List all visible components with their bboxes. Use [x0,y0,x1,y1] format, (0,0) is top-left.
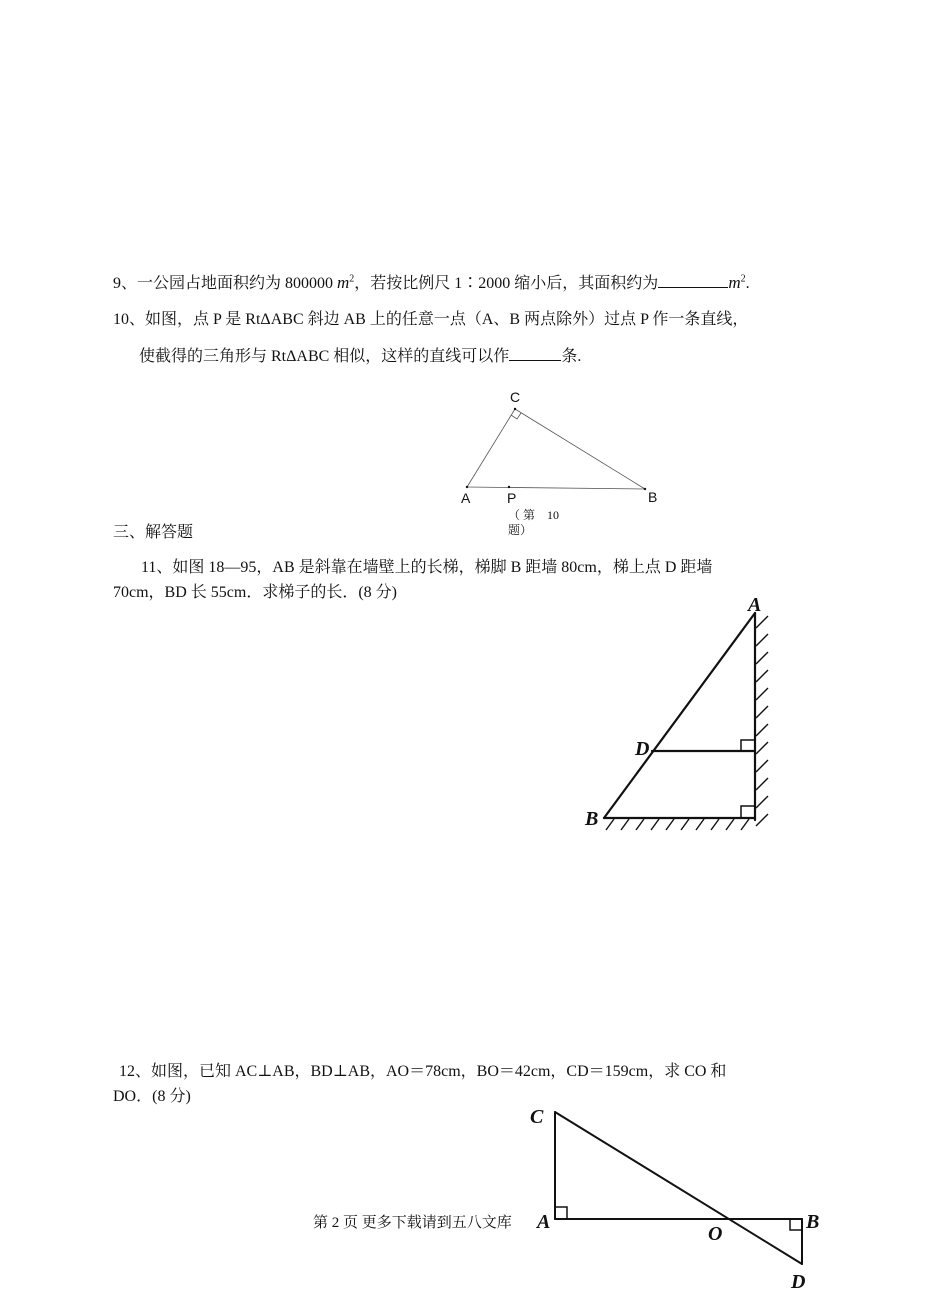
q12-label-b: B [806,1211,820,1233]
q11-label-d: D [635,738,650,760]
q10-side-ca [467,409,515,487]
q12-right-angle-b [790,1219,802,1230]
question-12-line1: 12、如图，已知 AC⊥AB，BD⊥AB，AO＝78cm，BO＝42cm，CD＝159cm，求 CO 和 [119,1063,727,1080]
q10-point-c [514,408,516,410]
section-3-heading: 三、解答题 [113,524,194,541]
q9-blank-unit-exponent: 2 [740,273,746,285]
question-11-line1: 11、如图 18—95，AB 是斜靠在墙壁上的长梯，梯脚 B 距墙 80cm，梯上点 D 距墙 [141,559,713,576]
question-9 [113,270,750,293]
question-10-line1: 10、如图，点 P 是 RtΔABC 斜边 AB 上的任意一点（A、B 两点除外）过点 P 作一条直线， [113,311,749,328]
q10-caption-line1: （ 第 10 [508,508,560,522]
q11-label-a: A [748,594,762,616]
q10-label-a: A [461,490,471,506]
q9-unit: m [337,273,350,292]
q10-point-a [466,486,468,488]
q10-hypotenuse-ab [467,487,645,489]
question-12-line2: DO．(8 分) [113,1088,191,1105]
q11-ladder-ab [604,613,755,818]
q9-answer-blank [658,273,728,288]
q12-segment-cd [555,1112,802,1264]
q9-prefix: 9、一公园占地面积约为 800000 [113,275,338,292]
q10-label-p: P [507,490,517,506]
q10-caption [508,508,578,538]
q11-label-b: B [585,808,599,830]
q10-line2-prefix: 使截得的三角形与 RtΔABC 相似，这样的直线可以作 [139,348,510,365]
q10-point-p [508,486,510,488]
q9-blank-unit: m [728,273,741,292]
q11-wall-hatching [756,616,768,826]
q12-right-angle-a [555,1207,567,1219]
q10-caption-line2: 题） [508,523,533,537]
q11-right-angle-b [741,806,755,818]
q10-label-c: C [510,389,521,405]
q12-label-d: D [791,1271,806,1293]
page-footer: 第 2 页 更多下载请到五八文库 [313,1215,512,1231]
question-11-line2: 70cm，BD 长 55cm．求梯子的长．(8 分) [113,584,397,601]
q10-answer-blank [509,346,561,361]
q10-line2-suffix: 条. [561,348,582,365]
q10-point-b [644,488,646,490]
question-10-line2 [139,343,581,366]
q12-label-a: A [537,1211,551,1233]
q9-middle: ，若按比例尺 1∶2000 缩小后，其面积约为 [354,275,659,292]
q11-ground-hatching [606,819,749,830]
q12-label-o: O [708,1223,723,1245]
q9-unit-exponent: 2 [349,273,355,285]
q10-right-angle-mark [511,413,521,419]
q11-right-angle-d [741,740,755,751]
q12-label-c: C [530,1106,544,1128]
q9-end: . [745,275,750,292]
q10-label-b: B [648,489,658,505]
q10-side-cb [515,409,645,489]
